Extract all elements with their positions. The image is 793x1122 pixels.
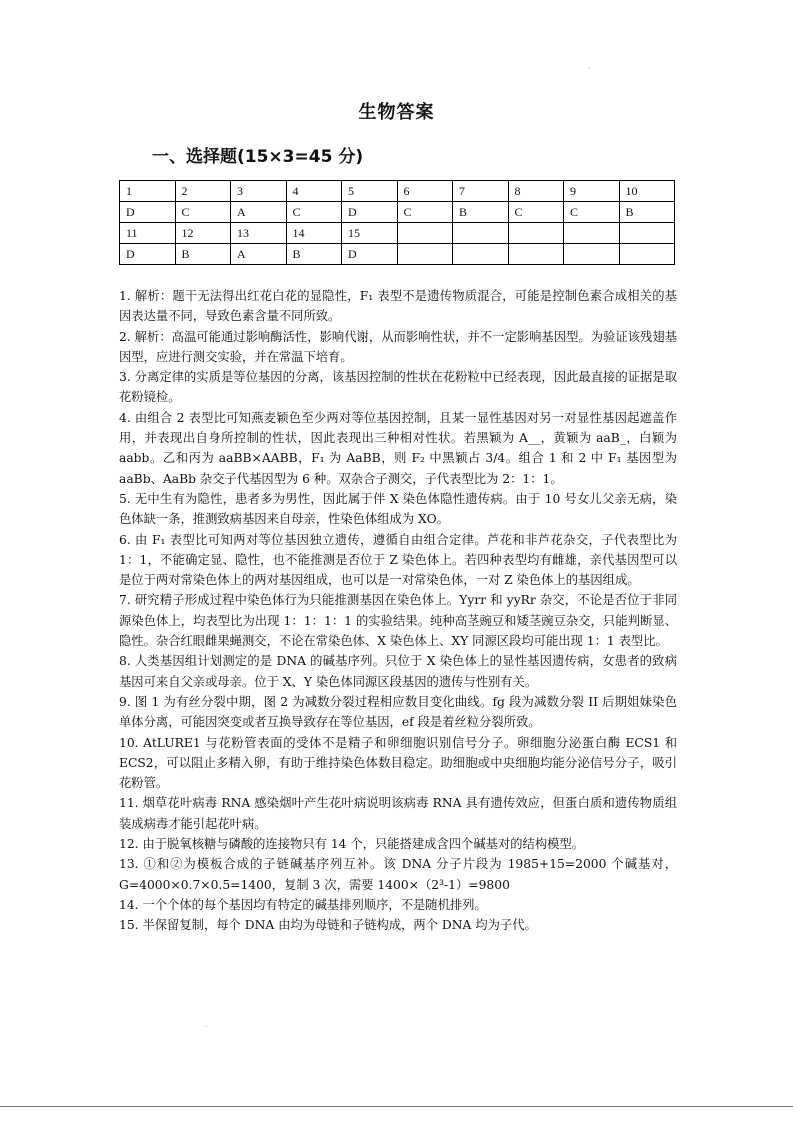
- question-number-cell: 4: [286, 181, 342, 202]
- explanation-item: 5. 无中生有为隐性，患者多为男性，因此属于伴 X 染色体隐性遗传病。由于 10 号女儿父亲无病，染色体缺一条，推测致病基因来自母亲，性染色体组成为 XO。: [119, 491, 677, 527]
- explanation-item: 10. AtLURE1 与花粉管表面的受体不是精子和卵细胞识别信号分子。卵细胞分泌蛋白酶 ECS1 和 ECS2，可以阻止多精入卵，有助于维持染色体数目稳定。助细胞或中央细胞均能分泌信号分子，吸引花粉管。: [119, 735, 677, 791]
- answer-cell: [453, 244, 509, 265]
- explanation-item: 11. 烟草花叶病毒 RNA 感染烟叶产生花叶病说明该病毒 RNA 具有遗传效应，但蛋白质和遗传物质组装成病毒才能引起花叶病。: [119, 796, 677, 831]
- answer-cell: B: [175, 244, 231, 265]
- question-number-cell: 14: [286, 223, 342, 244]
- answer-cell: D: [342, 202, 398, 223]
- question-number-cell: [508, 223, 564, 244]
- answer-row: [120, 202, 675, 223]
- explanation-item: 4. 由组合 2 表型比可知燕麦颖色至少两对等位基因控制，且某一显性基因对另一对显性基因起遮盖作用，并表现出自身所控制的性状，因此表现出三种相对性状。若黑颖为 A__，黄颖为 aaB_，白颖为 aabb。乙和丙为 aaBB×AABB，F₁ 为 AaBB，则 F₂ 中黑颖占 3/4。组合 1 和 2 中 F₁ 基因型为 aaBb、AaBb 杂交子代基因型为 6 种。双杂合子测交，子代表型比为 2：1：1。: [119, 410, 677, 486]
- answer-cell: C: [564, 202, 620, 223]
- answer-cell: A: [231, 202, 287, 223]
- answer-cell: [564, 244, 620, 265]
- section-heading: 一、选择题(15×3=45 分): [152, 147, 364, 167]
- answer-cell: [508, 244, 564, 265]
- footer-rule: [0, 1106, 793, 1107]
- answer-cell: [397, 244, 453, 265]
- footer-mark: .: [205, 1020, 208, 1029]
- explanation-item: 2. 解析：高温可能通过影响酶活性，影响代谢，从而影响性状，并不一定影响基因型。为验证该残翅基因型，应进行测交实验，并在常温下培育。: [119, 329, 677, 364]
- question-number-cell: [397, 223, 453, 244]
- explanation-item: 8. 人类基因组计划测定的是 DNA 的碱基序列。只位于 X 染色体上的显性基因遗传病，女患者的致病基因可来自父亲或母亲。位于 X、Y 染色体同源区段基因的遗传与性别有关。: [119, 654, 677, 689]
- explanation-item: 3. 分离定律的实质是等位基因的分离，该基因控制的性状在花粉粒中已经表现，因此最直接的证据是取花粉镜检。: [119, 370, 677, 405]
- answer-cell: C: [508, 202, 564, 223]
- question-number-cell: 10: [619, 181, 675, 202]
- question-number-cell: 15: [342, 223, 398, 244]
- explanation-item: 14. 一个个体的每个基因均有特定的碱基排列顺序，不是随机排列。: [119, 897, 487, 912]
- answer-row: [120, 244, 675, 265]
- explanation-item: 15. 半保留复制，每个 DNA 由均为母链和子链构成，两个 DNA 均为子代。: [119, 918, 537, 933]
- answer-cell: D: [342, 244, 398, 265]
- question-number-cell: 8: [508, 181, 564, 202]
- question-number-cell: [453, 223, 509, 244]
- question-number-cell: 13: [231, 223, 287, 244]
- question-number-cell: 6: [397, 181, 453, 202]
- question-number-row: [120, 223, 675, 244]
- answer-cell: B: [286, 244, 342, 265]
- question-number-cell: 9: [564, 181, 620, 202]
- answer-cell: C: [286, 202, 342, 223]
- answer-cell: C: [397, 202, 453, 223]
- answer-cell: B: [453, 202, 509, 223]
- explanation-item: 9. 图 1 为有丝分裂中期，图 2 为减数分裂过程相应数目变化曲线。fg 段为减数分裂 II 后期姐妹染色单体分离，可能因突变或者互换导致存在等位基因，ef 段是着丝粒分裂所致。: [119, 694, 677, 730]
- explanation-list: [119, 286, 677, 936]
- explanation-item: 12. 由于脱氧核糖与磷酸的连接物只有 14 个，只能搭建成含四个碱基对的结构模型。: [119, 837, 585, 852]
- question-number-cell: 12: [175, 223, 231, 244]
- answer-cell: B: [619, 202, 675, 223]
- answer-cell: D: [120, 202, 176, 223]
- question-number-cell: 3: [231, 181, 287, 202]
- question-number-cell: 11: [120, 223, 176, 244]
- answer-cell: A: [231, 244, 287, 265]
- question-number-cell: [619, 223, 675, 244]
- question-number-cell: 2: [175, 181, 231, 202]
- answer-cell: D: [120, 244, 176, 265]
- header-mark: .: [588, 62, 591, 71]
- question-number-cell: 5: [342, 181, 398, 202]
- explanation-item: 1. 解析：题干无法得出红花白花的显隐性，F₁ 表型不是遗传物质混合，可能是控制色素合成相关的基因表达量不同，导致色素含量不同所致。: [119, 289, 677, 324]
- answer-cell: C: [175, 202, 231, 223]
- explanation-item: 7. 研究精子形成过程中染色体行为只能推测基因在染色体上。Yyrr 和 yyRr 杂交，不论是否位于非同源染色体上，均表型比为出现 1：1：1：1 的实验结果。纯种高茎豌豆和矮茎豌豆杂交，只能判断显、隐性。杂合红眼雌果蝇测交，不论在常染色体、X 染色体上、XY 同源区段均可能出现 1：1 表型比。: [119, 593, 677, 649]
- answer-table: [119, 180, 675, 265]
- page-title: 生物答案: [358, 102, 435, 123]
- question-number-cell: 1: [120, 181, 176, 202]
- question-number-cell: [564, 223, 620, 244]
- question-number-cell: 7: [453, 181, 509, 202]
- explanation-item: 6. 由 F₁ 表型比可知两对等位基因独立遗传，遵循自由组合定律。芦花和非芦花杂交，子代表型比为 1：1，不能确定显、隐性，也不能推测是否位于 Z 染色体上。若四种表型均有雌雄，亲代基因型可以是位于两对常染色体上的两对基因组成，也可以是一对常染色体，一对 Z 染色体上的基因组成。: [119, 532, 677, 588]
- answer-cell: [619, 244, 675, 265]
- explanation-item: 13. ①和②为模板合成的子链碱基序列互补。该 DNA 分子片段为 1985+15=2000 个碱基对，G=4000×0.7×0.5=1400，复制 3 次，需要 1400×（2³-1）=9800: [119, 857, 677, 892]
- question-number-row: [120, 181, 675, 202]
